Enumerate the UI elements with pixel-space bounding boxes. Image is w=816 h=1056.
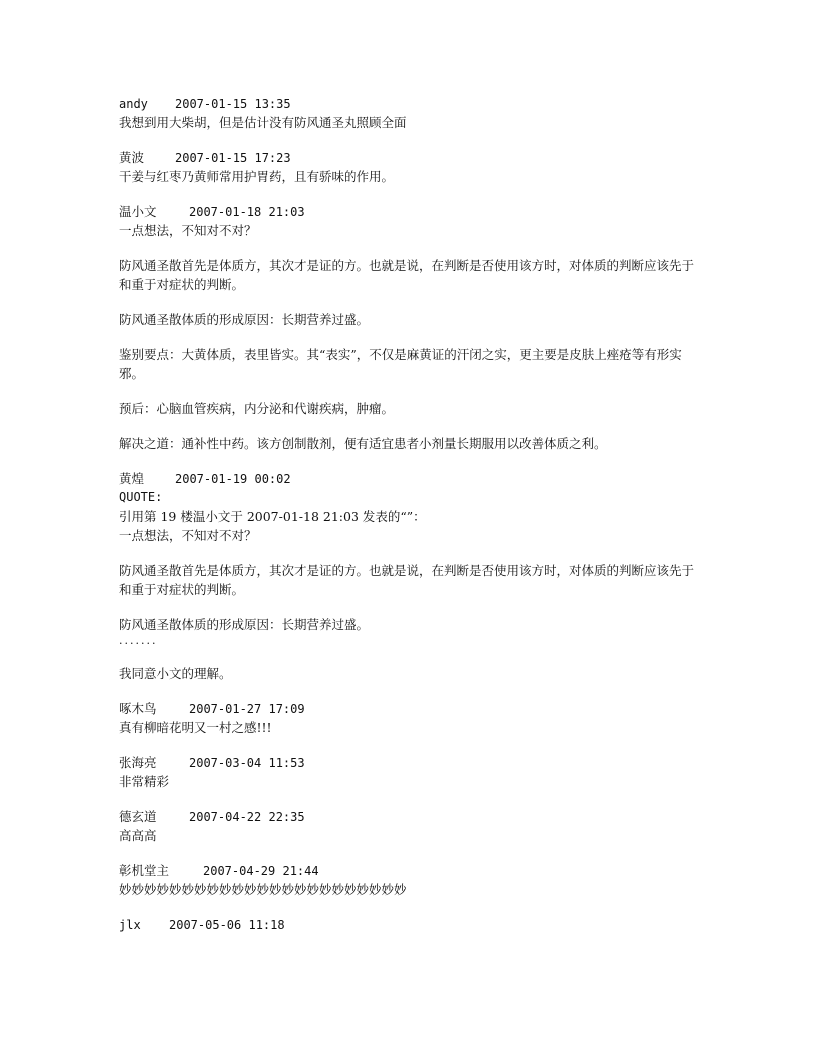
quote-text: 防风通圣散首先是体质方，其次才是证的方。也就是说，在判断是否使用该方时，对体质的判断应该先于和重于对症状的判断。 (119, 563, 695, 597)
post-header (119, 753, 699, 772)
post-timestamp: 2007-04-29 21:44 (203, 864, 319, 878)
post-header (119, 469, 699, 488)
post-author: 德玄道 (119, 809, 157, 824)
post-header (119, 861, 699, 880)
post (119, 699, 699, 737)
post-content: 非常精彩 (119, 774, 170, 789)
post-author: jlx (119, 918, 141, 932)
post-header (119, 699, 699, 718)
post (119, 915, 699, 934)
quote-text: 一点想法，不知对不对？ (119, 528, 257, 543)
post (119, 861, 699, 899)
post-timestamp: 2007-05-06 11:18 (169, 918, 285, 932)
quote-text: 防风通圣散体质的形成原因：长期营养过盛。 (119, 617, 370, 632)
post-author: 黄煌 (119, 471, 145, 486)
post-content: 我同意小文的理解。 (119, 666, 232, 681)
post-content: 妙妙妙妙妙妙妙妙妙妙妙妙妙妙妙妙妙妙妙妙妙妙妙 (119, 882, 407, 897)
post-timestamp: 2007-01-19 00:02 (175, 472, 291, 486)
post-author: 啄木鸟 (119, 701, 157, 716)
post (119, 94, 699, 132)
post-content: 解决之道：通补性中药。该方创制散剂，便有适宜患者小剂量长期服用以改善体质之利。 (119, 436, 607, 451)
post-timestamp: 2007-01-15 17:23 (175, 151, 291, 165)
post-timestamp: 2007-01-27 17:09 (189, 702, 305, 716)
quote-reference: 引用第 19 楼温小文于 2007-01-18 21:03 发表的“”： (119, 509, 426, 524)
post-header (119, 94, 699, 113)
post-author: 彰机堂主 (119, 863, 170, 878)
post-timestamp: 2007-01-18 21:03 (189, 205, 305, 219)
post-author: 黄波 (119, 150, 145, 165)
post-header (119, 148, 699, 167)
post-timestamp: 2007-01-15 13:35 (175, 97, 291, 111)
post-author: 张海亮 (119, 755, 157, 770)
post-content: 高高高 (119, 828, 157, 843)
forum-thread (119, 94, 699, 934)
quote-ellipsis: ....... (119, 634, 158, 647)
post (119, 469, 699, 683)
post-content: 我想到用大柴胡，但是估计没有防风通圣丸照顾全面 (119, 115, 407, 130)
post (119, 807, 699, 845)
post-content: 真有柳暗花明又一村之感!!! (119, 720, 272, 735)
post-author: andy (119, 97, 148, 111)
post-content: 预后：心脑血管疾病，内分泌和代谢疾病，肿瘤。 (119, 401, 395, 416)
post-content: 鉴别要点：大黄体质，表里皆实。其“表实”，不仅是麻黄证的汗闭之实，更主要是皮肤上痤疮等有形实邪。 (119, 347, 682, 381)
post (119, 202, 699, 453)
post-header (119, 807, 699, 826)
post (119, 753, 699, 791)
post (119, 148, 699, 186)
post-content: 防风通圣散体质的形成原因：长期营养过盛。 (119, 312, 370, 327)
post-header (119, 915, 699, 934)
post-author: 温小文 (119, 204, 157, 219)
quote-label: QUOTE: (119, 490, 163, 504)
post-content: 一点想法，不知对不对？ (119, 223, 257, 238)
post-content: 干姜与红枣乃黄师常用护胃药，且有骄味的作用。 (119, 169, 395, 184)
post-timestamp: 2007-03-04 11:53 (189, 756, 305, 770)
post-header (119, 202, 699, 221)
post-content: 防风通圣散首先是体质方，其次才是证的方。也就是说，在判断是否使用该方时，对体质的判断应该先于和重于对症状的判断。 (119, 258, 695, 292)
post-timestamp: 2007-04-22 22:35 (189, 810, 305, 824)
